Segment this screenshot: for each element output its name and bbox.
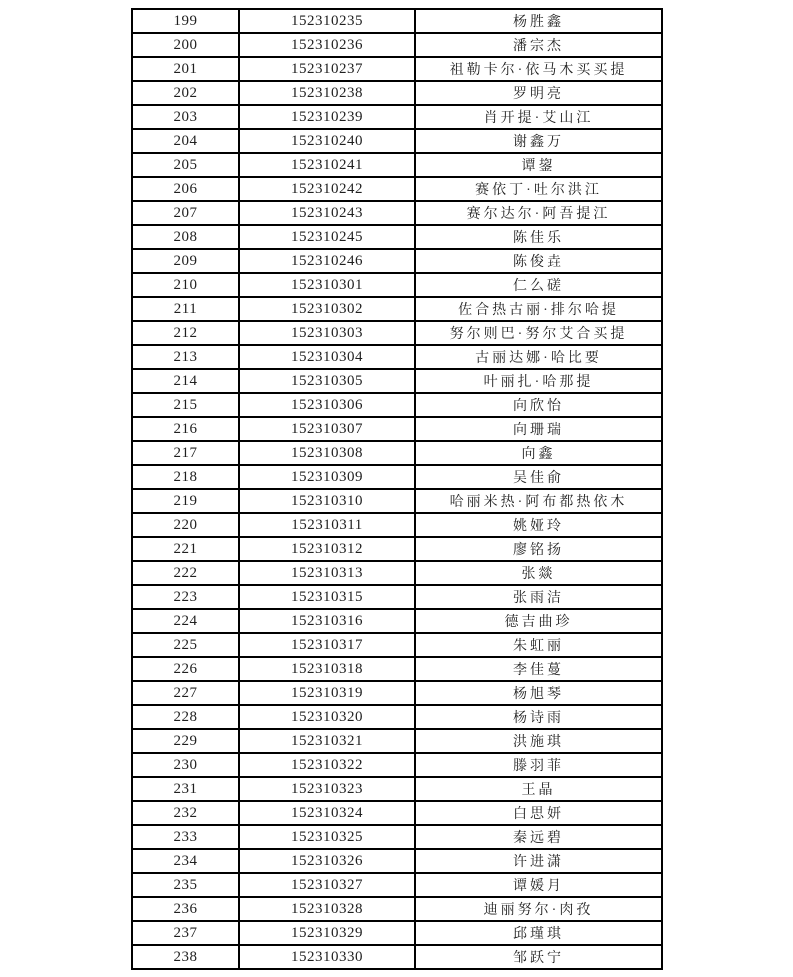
row-number-cell: 217 xyxy=(132,441,239,465)
student-id-cell: 152310316 xyxy=(239,609,415,633)
table-row xyxy=(132,873,662,897)
table-row xyxy=(132,777,662,801)
student-name-cell: 谭鋆 xyxy=(415,153,662,177)
student-name-cell: 叶丽扎·哈那提 xyxy=(415,369,662,393)
row-number-cell: 212 xyxy=(132,321,239,345)
student-id-cell: 152310318 xyxy=(239,657,415,681)
row-number-cell: 219 xyxy=(132,489,239,513)
student-name-cell: 赛尔达尔·阿吾提江 xyxy=(415,201,662,225)
student-name-cell: 杨旭琴 xyxy=(415,681,662,705)
row-number-cell: 199 xyxy=(132,9,239,33)
student-name-cell: 谢鑫万 xyxy=(415,129,662,153)
table-row xyxy=(132,537,662,561)
student-id-cell: 152310305 xyxy=(239,369,415,393)
table-row xyxy=(132,465,662,489)
table-row xyxy=(132,129,662,153)
student-id-cell: 152310309 xyxy=(239,465,415,489)
student-id-cell: 152310320 xyxy=(239,705,415,729)
student-id-cell: 152310319 xyxy=(239,681,415,705)
student-id-cell: 152310311 xyxy=(239,513,415,537)
table-row xyxy=(132,9,662,33)
student-name-cell: 潘宗杰 xyxy=(415,33,662,57)
table-row xyxy=(132,825,662,849)
table-row xyxy=(132,249,662,273)
table-row xyxy=(132,321,662,345)
student-name-cell: 赛依丁·吐尔洪江 xyxy=(415,177,662,201)
row-number-cell: 209 xyxy=(132,249,239,273)
table-row xyxy=(132,489,662,513)
student-id-cell: 152310303 xyxy=(239,321,415,345)
row-number-cell: 213 xyxy=(132,345,239,369)
student-name-cell: 谭媛月 xyxy=(415,873,662,897)
student-name-cell: 陈俊垚 xyxy=(415,249,662,273)
row-number-cell: 210 xyxy=(132,273,239,297)
row-number-cell: 224 xyxy=(132,609,239,633)
row-number-cell: 233 xyxy=(132,825,239,849)
student-name-cell: 洪施琪 xyxy=(415,729,662,753)
table-row xyxy=(132,849,662,873)
student-id-cell: 152310313 xyxy=(239,561,415,585)
student-name-cell: 邹跃宁 xyxy=(415,945,662,969)
student-name-cell: 向珊瑞 xyxy=(415,417,662,441)
table-row xyxy=(132,345,662,369)
student-id-cell: 152310323 xyxy=(239,777,415,801)
row-number-cell: 215 xyxy=(132,393,239,417)
table-row xyxy=(132,945,662,969)
table-row xyxy=(132,33,662,57)
student-name-cell: 杨诗雨 xyxy=(415,705,662,729)
student-id-cell: 152310245 xyxy=(239,225,415,249)
row-number-cell: 203 xyxy=(132,105,239,129)
student-name-cell: 德吉曲珍 xyxy=(415,609,662,633)
row-number-cell: 231 xyxy=(132,777,239,801)
student-id-cell: 152310239 xyxy=(239,105,415,129)
row-number-cell: 223 xyxy=(132,585,239,609)
row-number-cell: 205 xyxy=(132,153,239,177)
row-number-cell: 201 xyxy=(132,57,239,81)
table-row xyxy=(132,633,662,657)
student-id-cell: 152310301 xyxy=(239,273,415,297)
row-number-cell: 208 xyxy=(132,225,239,249)
student-id-cell: 152310310 xyxy=(239,489,415,513)
student-name-cell: 迪丽努尔·肉孜 xyxy=(415,897,662,921)
student-id-cell: 152310243 xyxy=(239,201,415,225)
row-number-cell: 211 xyxy=(132,297,239,321)
row-number-cell: 232 xyxy=(132,801,239,825)
student-id-cell: 152310307 xyxy=(239,417,415,441)
table-row xyxy=(132,921,662,945)
row-number-cell: 207 xyxy=(132,201,239,225)
table-row xyxy=(132,753,662,777)
student-name-cell: 姚娅玲 xyxy=(415,513,662,537)
student-id-cell: 152310315 xyxy=(239,585,415,609)
table-row xyxy=(132,897,662,921)
row-number-cell: 234 xyxy=(132,849,239,873)
row-number-cell: 226 xyxy=(132,657,239,681)
student-id-cell: 152310317 xyxy=(239,633,415,657)
student-id-cell: 152310235 xyxy=(239,9,415,33)
table-row xyxy=(132,801,662,825)
row-number-cell: 222 xyxy=(132,561,239,585)
row-number-cell: 218 xyxy=(132,465,239,489)
table-row xyxy=(132,225,662,249)
row-number-cell: 237 xyxy=(132,921,239,945)
student-name-cell: 陈佳乐 xyxy=(415,225,662,249)
student-name-cell: 向鑫 xyxy=(415,441,662,465)
student-table-body xyxy=(132,9,662,969)
table-row xyxy=(132,561,662,585)
student-name-cell: 古丽达娜·哈比要 xyxy=(415,345,662,369)
student-id-cell: 152310312 xyxy=(239,537,415,561)
row-number-cell: 220 xyxy=(132,513,239,537)
student-id-cell: 152310302 xyxy=(239,297,415,321)
student-id-cell: 152310237 xyxy=(239,57,415,81)
student-id-cell: 152310304 xyxy=(239,345,415,369)
student-roster-table xyxy=(131,8,663,970)
student-name-cell: 王晶 xyxy=(415,777,662,801)
student-name-cell: 廖铭扬 xyxy=(415,537,662,561)
student-name-cell: 秦远碧 xyxy=(415,825,662,849)
student-id-cell: 152310326 xyxy=(239,849,415,873)
table-row xyxy=(132,105,662,129)
student-id-cell: 152310306 xyxy=(239,393,415,417)
row-number-cell: 230 xyxy=(132,753,239,777)
row-number-cell: 235 xyxy=(132,873,239,897)
table-row xyxy=(132,369,662,393)
student-id-cell: 152310324 xyxy=(239,801,415,825)
row-number-cell: 227 xyxy=(132,681,239,705)
student-name-cell: 仁么磋 xyxy=(415,273,662,297)
student-name-cell: 祖勒卡尔·依马木买买提 xyxy=(415,57,662,81)
table-row xyxy=(132,57,662,81)
table-row xyxy=(132,609,662,633)
student-name-cell: 许进潇 xyxy=(415,849,662,873)
row-number-cell: 216 xyxy=(132,417,239,441)
table-row xyxy=(132,705,662,729)
table-row xyxy=(132,585,662,609)
student-id-cell: 152310308 xyxy=(239,441,415,465)
table-row xyxy=(132,393,662,417)
row-number-cell: 204 xyxy=(132,129,239,153)
student-name-cell: 白思妍 xyxy=(415,801,662,825)
table-row xyxy=(132,729,662,753)
student-id-cell: 152310325 xyxy=(239,825,415,849)
student-name-cell: 佐合热古丽·排尔哈提 xyxy=(415,297,662,321)
table-row xyxy=(132,81,662,105)
student-id-cell: 152310329 xyxy=(239,921,415,945)
row-number-cell: 206 xyxy=(132,177,239,201)
student-id-cell: 152310327 xyxy=(239,873,415,897)
student-id-cell: 152310330 xyxy=(239,945,415,969)
row-number-cell: 214 xyxy=(132,369,239,393)
student-name-cell: 张燚 xyxy=(415,561,662,585)
table-row xyxy=(132,273,662,297)
student-name-cell: 张雨洁 xyxy=(415,585,662,609)
table-row xyxy=(132,441,662,465)
student-name-cell: 哈丽米热·阿布都热依木 xyxy=(415,489,662,513)
student-name-cell: 杨胜鑫 xyxy=(415,9,662,33)
row-number-cell: 200 xyxy=(132,33,239,57)
student-id-cell: 152310328 xyxy=(239,897,415,921)
student-name-cell: 向欣怡 xyxy=(415,393,662,417)
student-name-cell: 滕羽菲 xyxy=(415,753,662,777)
student-name-cell: 努尔则巴·努尔艾合买提 xyxy=(415,321,662,345)
table-row xyxy=(132,177,662,201)
row-number-cell: 236 xyxy=(132,897,239,921)
student-name-cell: 李佳蔓 xyxy=(415,657,662,681)
row-number-cell: 225 xyxy=(132,633,239,657)
student-name-cell: 邱瑾琪 xyxy=(415,921,662,945)
table-row xyxy=(132,153,662,177)
row-number-cell: 221 xyxy=(132,537,239,561)
student-id-cell: 152310322 xyxy=(239,753,415,777)
row-number-cell: 238 xyxy=(132,945,239,969)
table-row xyxy=(132,681,662,705)
student-id-cell: 152310246 xyxy=(239,249,415,273)
table-row xyxy=(132,201,662,225)
student-id-cell: 152310241 xyxy=(239,153,415,177)
student-id-cell: 152310236 xyxy=(239,33,415,57)
student-id-cell: 152310238 xyxy=(239,81,415,105)
student-id-cell: 152310240 xyxy=(239,129,415,153)
student-name-cell: 吴佳俞 xyxy=(415,465,662,489)
row-number-cell: 202 xyxy=(132,81,239,105)
row-number-cell: 228 xyxy=(132,705,239,729)
table-row xyxy=(132,513,662,537)
student-id-cell: 152310242 xyxy=(239,177,415,201)
student-name-cell: 肖开提·艾山江 xyxy=(415,105,662,129)
student-name-cell: 朱虹丽 xyxy=(415,633,662,657)
student-id-cell: 152310321 xyxy=(239,729,415,753)
row-number-cell: 229 xyxy=(132,729,239,753)
table-row xyxy=(132,297,662,321)
table-row xyxy=(132,417,662,441)
student-name-cell: 罗明亮 xyxy=(415,81,662,105)
table-row xyxy=(132,657,662,681)
